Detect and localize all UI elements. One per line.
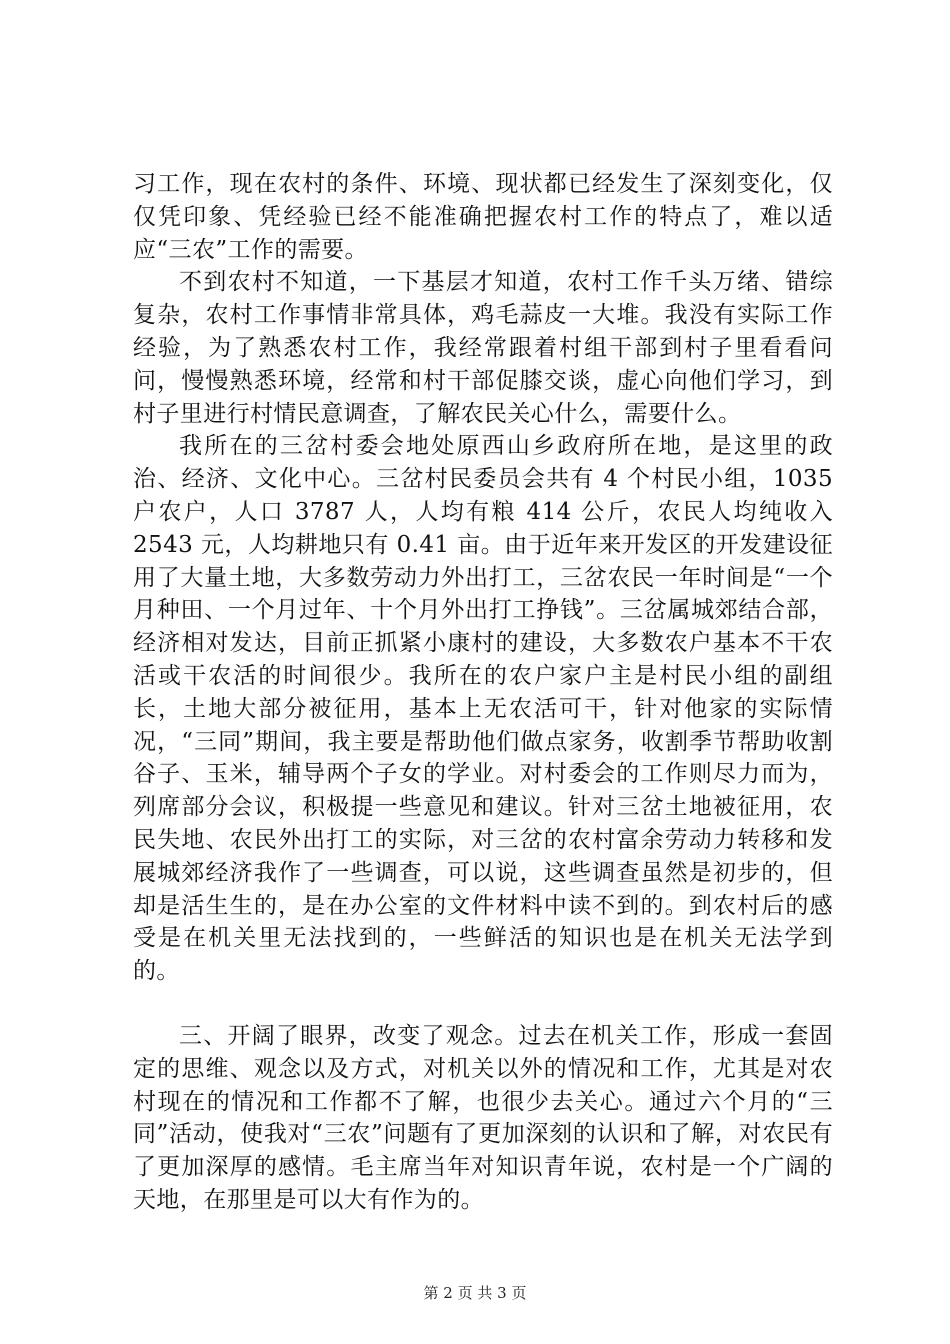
paragraph-3: 我所在的三岔村委会地处原西山乡政府所在地，是这里的政治、经济、文化中心。三岔村民委员会共有 4 个村民小组，1035 户农户，人口 3787 人，人均有粮 414 公斤，农民人均纯收入 2543 元，人均耕地只有 0.41 亩。由于近年来开发区的开发建设征用了大量土地，大多数劳动力外出打工，三岔农民一年时间是“一个月种田、一个月过年、十个月外出打工挣钱”。三岔属城郊结合部，经济相对发达，目前正抓紧小康村的建设，大多数农户基本不干农活或干农活的时间很少。我所在的农户家户主是村民小组的副组长，土地大部分被征用，基本上无农活可干，针对他家的实际情况，“三同”期间，我主要是帮助他们做点家务，收割季节帮助收割谷子、玉米，辅导两个子女的学业。对村委会的工作则尽力而为，列席部分会议，积极提一些意见和建议。针对三岔土地被征用，农民失地、农民外出打工的实际，对三岔的农村富余劳动力转移和发展城郊经济我作了一些调查，可以说，这些调查虽然是初步的，但却是活生生的，是在办公室的文件材料中读不到的。到农村后的感受是在机关里无法找到的，一些鲜活的知识也是在机关无法学到的。 (133, 433, 833, 985)
paragraph-1: 习工作，现在农村的条件、环境、现状都已经发生了深刻变化，仅仅凭印象、凭经验已经不能准确把握农村工作的特点了，难以适应“三农”工作的需要。 (133, 171, 833, 263)
page-number-footer: 第 2 页 共 3 页 (423, 1284, 527, 1302)
paragraph-4: 三、开阔了眼界，改变了观念。过去在机关工作，形成一套固定的思维、观念以及方式，对机关以外的情况和工作，尤其是对农村现在的情况和工作都不了解，也很少去关心。通过六个月的“三同”活动，使我对“三农”问题有了更加深刻的认识和了解，对农民有了更加深厚的感情。毛主席当年对知识青年说，农村是一个广阔的天地，在那里是可以大有作为的。 (133, 1022, 833, 1213)
paragraph-2: 不到农村不知道，一下基层才知道，农村工作千头万绪、错综复杂，农村工作事情非常具体，鸡毛蒜皮一大堆。我没有实际工作经验，为了熟悉农村工作，我经常跟着村组干部到村子里看看问问，慢慢熟悉环境，经常和村干部促膝交谈，虚心向他们学习，到村子里进行村情民意调查，了解农民关心什么，需要什么。 (133, 269, 833, 427)
body-text (133, 168, 833, 1217)
